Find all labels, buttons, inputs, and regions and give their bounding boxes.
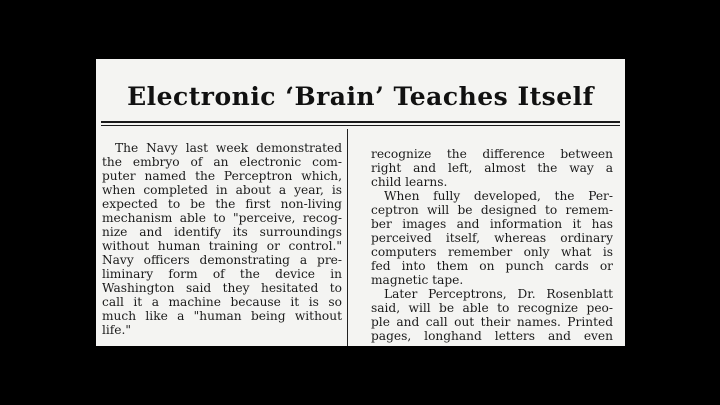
text-line: puter named the Perceptron which, bbox=[102, 169, 342, 183]
text-line: right and left, almost the way a bbox=[371, 161, 613, 175]
text-line: said, will be able to recognize peo- bbox=[371, 301, 613, 315]
left-column bbox=[102, 141, 342, 337]
text-line: The Navy last week demonstrated bbox=[115, 141, 342, 155]
text-line: liminary form of the device in bbox=[102, 267, 342, 281]
text-line: without human training or control." bbox=[102, 239, 342, 253]
text-line: mechanism able to "perceive, recog- bbox=[102, 211, 342, 225]
text-line: much like a "human being without bbox=[102, 309, 342, 323]
headline-rule-top bbox=[101, 121, 620, 123]
text-line: child learns. bbox=[371, 175, 448, 189]
text-line: call it a machine because it is so bbox=[102, 295, 342, 309]
text-line: ber images and information it has bbox=[371, 217, 613, 231]
text-line: ple and call out their names. Printed bbox=[371, 315, 613, 329]
text-line: the embryo of an electronic com- bbox=[102, 155, 342, 169]
text-line: computers remember only what is bbox=[371, 245, 613, 259]
text-line: Washington said they hesitated to bbox=[102, 281, 342, 295]
text-line: recognize the difference between bbox=[371, 147, 613, 161]
text-line: magnetic tape. bbox=[371, 273, 464, 287]
text-line: nize and identify its surroundings bbox=[102, 225, 342, 239]
text-line: perceived itself, whereas ordinary bbox=[371, 231, 613, 245]
headline-rule-bottom bbox=[101, 125, 620, 126]
text-line: ceptron will be designed to remem- bbox=[371, 203, 613, 217]
text-line: Navy officers demonstrating a pre- bbox=[102, 253, 342, 267]
text-line: When fully developed, the Per- bbox=[384, 189, 613, 203]
newspaper-clipping bbox=[96, 59, 625, 346]
headline: Electronic ‘Brain’ Teaches Itself bbox=[127, 82, 594, 111]
text-line: when completed in about a year, is bbox=[102, 183, 342, 197]
text-line: Later Perceptrons, Dr. Rosenblatt bbox=[384, 287, 613, 301]
column-divider bbox=[347, 129, 348, 346]
text-line: life." bbox=[102, 323, 131, 337]
right-column bbox=[371, 147, 613, 343]
text-line: expected to be the first non-living bbox=[102, 197, 342, 211]
text-line: pages, longhand letters and even bbox=[371, 329, 613, 343]
text-line: fed into them on punch cards or bbox=[371, 259, 613, 273]
